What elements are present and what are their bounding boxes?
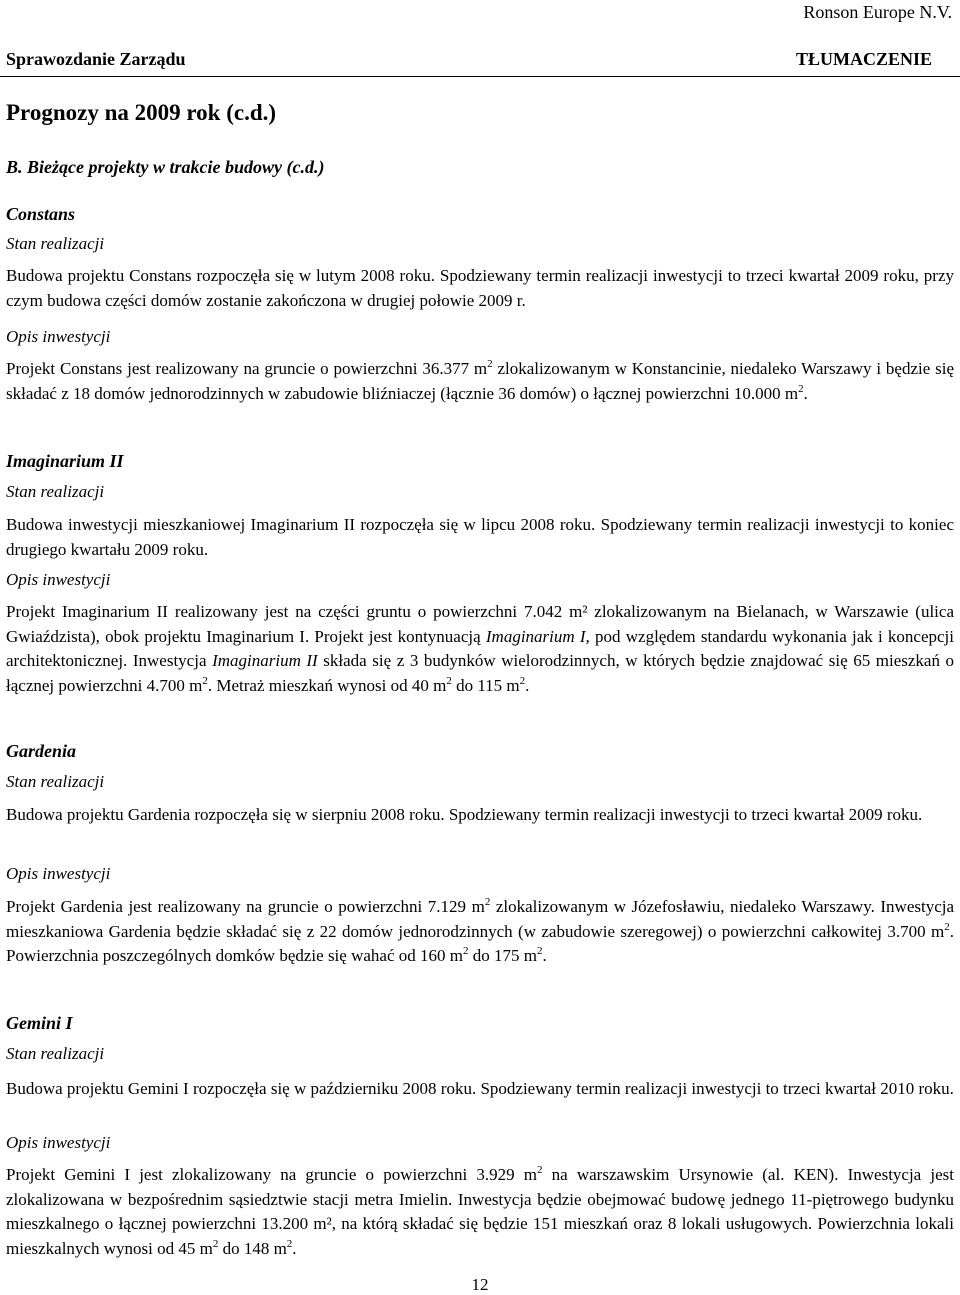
project-name-gemini-i: Gemini I: [6, 1013, 73, 1033]
company-name: Ronson Europe N.V.: [803, 2, 952, 22]
description-text-constans: Projekt Constans jest realizowany na gruncie o powierzchni 36.377 $m^2$ zlokalizowanym w Konstancinie, niedaleko Warszawy i będzie się składać z 18 domów jednorodzinnych w zabudowie bliźniaczej (łącznie 36 domów) o łącznej powierzchni 10.000 $m^2$.: [6, 358, 954, 403]
description-text-gemini-i: Projekt Gemini I jest zlokalizowany na gruncie o powierzchni 3.929 $m^2$ na warszawskim Ursynowie (al. KEN). Inwestycja jest zlokalizowana w bezpośrednim sąsiedztwie stacji metra Imielin. Inwestycja będzie obejmować budowę jednego 11-piętrowego budynku mieszkalnego o łącznej powierzchni 13.200 m², na którą składać się będzie 151 mieszkań oraz 8 lokali usługowych. Powierzchnia lokali mieszkalnych wynosi od 45 $m^2$ do 148 $m^2$.: [6, 1164, 954, 1258]
page-title: Prognozy na 2009 rok (c.d.): [6, 100, 277, 125]
page-number: 12: [471, 1275, 489, 1294]
status-label: Stan realizacji: [6, 1044, 105, 1063]
status-text-constans: Budowa projektu Constans rozpoczęła się w lutym 2008 roku. Spodziewany termin realizacji inwestycji to trzeci kwartał 2009 roku, przy czym budowa części domów zostanie zakończona w drugiej połowie 2009 r.: [6, 266, 954, 310]
status-text-gemini-i: Budowa projektu Gemini I rozpoczęła się w październiku 2008 roku. Spodziewany termin realizacji inwestycji to trzeci kwartał 2010 roku.: [6, 1079, 954, 1098]
translation-label: TŁUMACZENIE: [795, 49, 932, 69]
description-label: Opis inwestycji: [6, 1133, 111, 1152]
section-subtitle: B. Bieżące projekty w trakcie budowy (c.d.): [6, 157, 325, 177]
description-label: Opis inwestycji: [6, 327, 111, 346]
project-name-imaginarium-ii: Imaginarium II: [6, 451, 124, 471]
status-label: Stan realizacji: [6, 482, 105, 501]
report-title-header: Sprawozdanie Zarządu: [6, 49, 186, 69]
project-name-constans: Constans: [6, 204, 76, 224]
header-rule: [0, 76, 960, 77]
description-label: Opis inwestycji: [6, 864, 111, 883]
project-name-gardenia: Gardenia: [6, 741, 77, 761]
status-text-imaginarium-ii: Budowa inwestycji mieszkaniowej Imaginarium II rozpoczęła się w lipcu 2008 roku. Spodziewany termin realizacji inwestycji to koniec drugiego kwartału 2009 roku.: [6, 515, 954, 559]
status-text-gardenia: Budowa projektu Gardenia rozpoczęła się w sierpniu 2008 roku. Spodziewany termin realizacji inwestycji to trzeci kwartał 2009 roku.: [6, 805, 923, 824]
status-label: Stan realizacji: [6, 234, 105, 253]
description-text-gardenia: Projekt Gardenia jest realizowany na gruncie o powierzchni 7.129 $m^2$ zlokalizowanym w Józefosławiu, niedaleko Warszawy. Inwestycja mieszkaniowa Gardenia będzie składać się z 22 domów jednorodzinnych (w zabudowie szeregowej) o powierzchni całkowitej 3.700 $m^2$. Powierzchnia poszczególnych domków będzie się wahać od 160 $m^2$ do 175 $m^2$.: [6, 896, 955, 965]
description-label: Opis inwestycji: [6, 570, 111, 589]
status-label: Stan realizacji: [6, 772, 105, 791]
description-text-imaginarium-ii: Projekt Imaginarium II realizowany jest na części gruntu o powierzchni 7.042 m² zlokalizowanym na Bielanach, w Warszawie (ulica Gwiaździsta), obok projektu Imaginarium I. Projekt jest kontynuacją Imaginarium I, pod względem standardu wykonania jak i koncepcji architektonicznej. Inwestycja Imaginarium II składa się z 3 budynków wielorodzinnych, w których będzie znajdować się 65 mieszkań o łącznej powierzchni 4.700 $m^2$. Metraż mieszkań wynosi od 40 $m^2$ do 115 $m^2$.: [6, 602, 955, 695]
